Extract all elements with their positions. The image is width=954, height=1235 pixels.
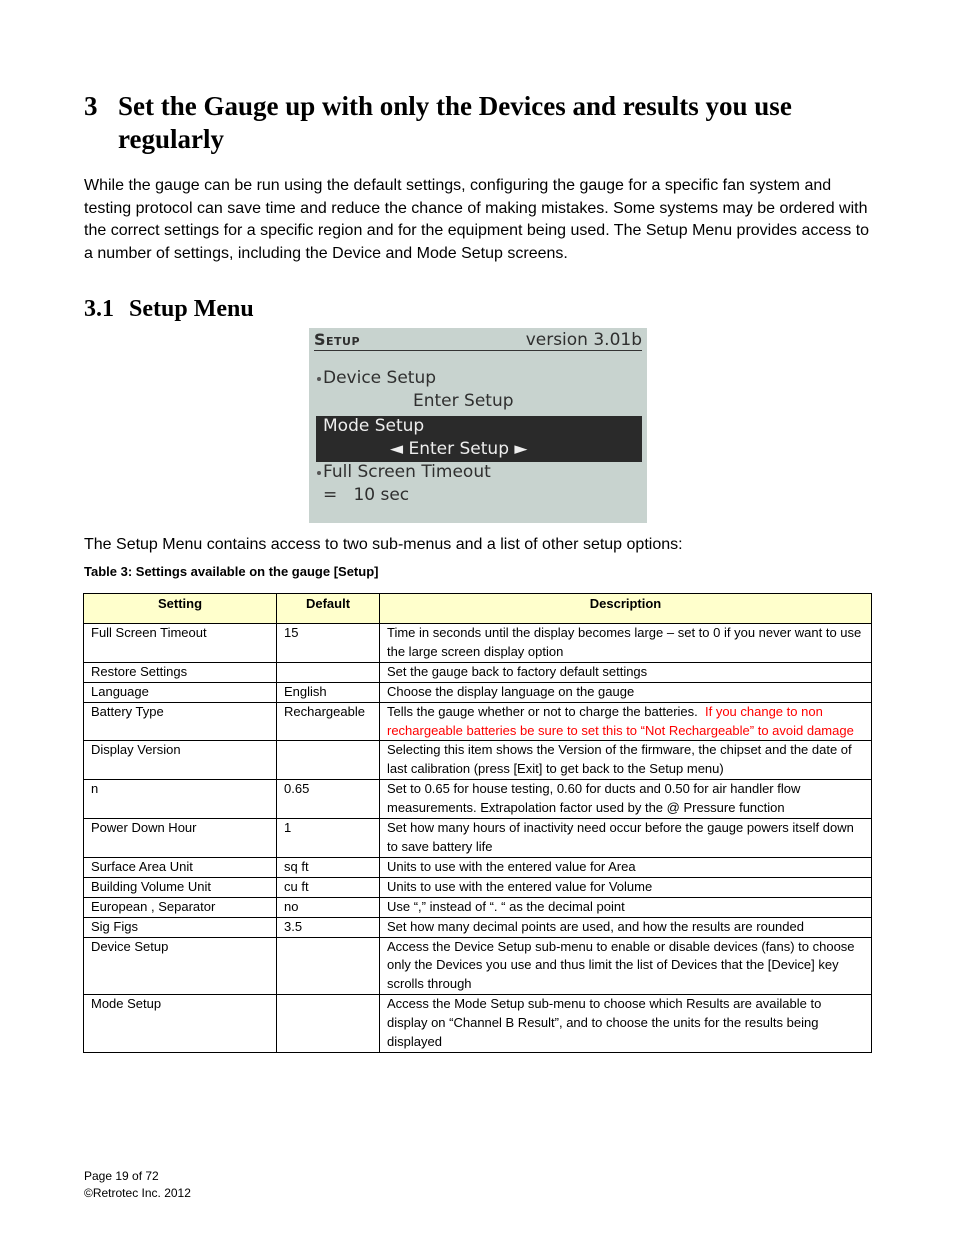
page-footer <box>84 1168 191 1202</box>
selected-item-highlight <box>316 416 642 462</box>
default-cell <box>277 937 380 995</box>
mode-setup-item: Mode Setup <box>323 416 425 436</box>
default-cell: sq ft <box>277 857 380 877</box>
default-cell: 1 <box>277 819 380 858</box>
page-number: Page 19 of 72 <box>84 1169 159 1183</box>
section-title: Set the Gauge up with only the Devices and results you use regularly <box>118 91 792 154</box>
table-row <box>84 702 872 741</box>
table-row <box>84 662 872 682</box>
default-cell: English <box>277 682 380 702</box>
description-cell <box>380 662 872 682</box>
description-text: Units to use with the entered value for Volume <box>387 878 653 894</box>
header-description: Description <box>380 594 872 624</box>
setting-cell: Battery Type <box>84 702 277 741</box>
default-cell <box>277 995 380 1053</box>
setting-cell: Full Screen Timeout <box>84 624 277 663</box>
setting-cell: Building Volume Unit <box>84 877 277 897</box>
table-row <box>84 917 872 937</box>
table-row <box>84 780 872 819</box>
section-heading <box>84 90 884 156</box>
description-text: Set to 0.65 for house testing, 0.60 for ducts and 0.50 for air handler flow measurements. Extrapolation factor used by the @ Pressure function <box>387 781 801 816</box>
description-cell <box>380 741 872 780</box>
description-cell <box>380 877 872 897</box>
setting-cell: European , Separator <box>84 897 277 917</box>
mode-enter-setup: ◄ Enter Setup ► <box>390 439 528 459</box>
table-row <box>84 937 872 995</box>
description-text: Set how many decimal points are used, and how the results are rounded <box>387 918 804 934</box>
setting-cell: n <box>84 780 277 819</box>
setting-cell: Power Down Hour <box>84 819 277 858</box>
default-cell: cu ft <box>277 877 380 897</box>
description-cell <box>380 780 872 819</box>
setting-cell: Mode Setup <box>84 995 277 1053</box>
default-cell: 3.5 <box>277 917 380 937</box>
bullet-icon <box>317 471 321 475</box>
description-text: Set the gauge back to factory default settings <box>387 663 648 679</box>
screen-divider <box>314 350 642 351</box>
description-text: Units to use with the entered value for Area <box>387 858 636 874</box>
description-text: Use “,” instead of “. “ as the decimal point <box>387 898 625 914</box>
setting-cell: Restore Settings <box>84 662 277 682</box>
description-cell <box>380 702 872 741</box>
screen-title: Setup <box>314 330 361 349</box>
table-row <box>84 741 872 780</box>
table-header-row <box>84 594 872 624</box>
subsection-title: Setup Menu <box>129 296 254 322</box>
setting-cell: Device Setup <box>84 937 277 995</box>
description-text: Tells the gauge whether or not to charge the batteries. <box>387 703 705 719</box>
description-text: Time in seconds until the display becomes large – set to 0 if you never want to use the large screen display option <box>387 625 862 659</box>
timeout-item: Full Screen Timeout <box>323 462 491 482</box>
table-row <box>84 624 872 663</box>
description-cell <box>380 897 872 917</box>
intro-paragraph: While the gauge can be run using the default settings, configuring the gauge for a specific fan system and testing protocol can save time and reduce the chance of making mistakes. Some systems may be ordered with the correct settings for a specific region and for the equipment being used. The Setup Menu provides access to a number of settings, including the Device and Mode Setup screens. <box>84 177 870 263</box>
section-number: 3 <box>84 91 98 121</box>
warning-text: If you change to non rechargeable batteries be sure to set this to “Not Rechargeable” to avoid damage <box>387 703 854 738</box>
copyright: ©Retrotec Inc. 2012 <box>84 1186 191 1200</box>
setting-cell: Language <box>84 682 277 702</box>
setting-cell: Display Version <box>84 741 277 780</box>
description-text: Selecting this item shows the Version of the firmware, the chipset and the date of last calibration (press [Exit] to get back to the Setup menu) <box>387 742 852 777</box>
gauge-setup-screen <box>309 328 647 523</box>
screen-version: version 3.01b <box>525 330 642 350</box>
description-cell <box>380 624 872 663</box>
header-default: Default <box>277 594 380 624</box>
table-caption: Table 3: Settings available on the gauge [Setup] <box>84 564 379 579</box>
subsection-heading <box>84 294 254 324</box>
default-cell: 0.65 <box>277 780 380 819</box>
table-row <box>84 819 872 858</box>
table-row <box>84 877 872 897</box>
table-row <box>84 857 872 877</box>
table-row <box>84 682 872 702</box>
description-cell <box>380 917 872 937</box>
description-text: Set how many hours of inactivity need occur before the gauge powers itself down to save battery life <box>387 820 854 854</box>
default-cell <box>277 662 380 682</box>
default-cell <box>277 741 380 780</box>
setting-cell: Sig Figs <box>84 917 277 937</box>
table-row <box>84 995 872 1053</box>
description-cell <box>380 937 872 995</box>
default-cell: 15 <box>277 624 380 663</box>
description-cell <box>380 819 872 858</box>
description-text: Choose the display language on the gauge <box>387 683 635 699</box>
default-cell: Rechargeable <box>277 702 380 741</box>
device-enter-setup: Enter Setup <box>413 391 514 411</box>
default-cell: no <box>277 897 380 917</box>
table-row <box>84 897 872 917</box>
settings-table <box>83 593 872 1053</box>
timeout-value: = 10 sec <box>323 485 410 505</box>
header-setting: Setting <box>84 594 277 624</box>
device-setup-item: Device Setup <box>323 368 437 388</box>
table-intro-text: The Setup Menu contains access to two sub-menus and a list of other setup options: <box>84 536 683 553</box>
setting-cell: Surface Area Unit <box>84 857 277 877</box>
subsection-number: 3.1 <box>84 296 114 322</box>
description-text: Access the Device Setup sub-menu to enable or disable devices (fans) to choose only the Devices you use and thus limit the list of Devices that the [Device] key scrolls through <box>387 938 855 992</box>
bullet-icon <box>317 377 321 381</box>
description-cell <box>380 682 872 702</box>
description-text: Access the Mode Setup sub-menu to choose which Results are available to display on “Channel B Result”, and to choose the units for the results being displayed <box>387 996 822 1050</box>
description-cell <box>380 857 872 877</box>
description-cell <box>380 995 872 1053</box>
